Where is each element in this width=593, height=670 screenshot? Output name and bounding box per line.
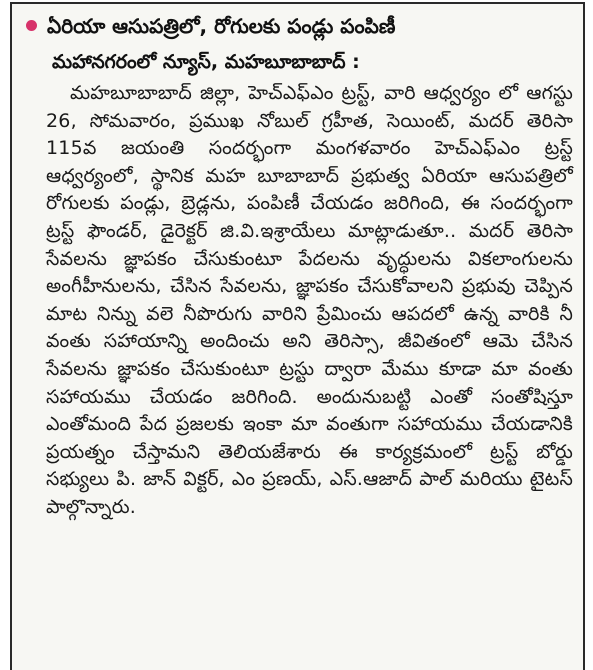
article-body: మహబూబాబాద్ జిల్లా, హెచ్ఎఫ్ఎం ట్రస్ట్, వారి ఆధ్వర్యం లో ఆగస్టు 26, సోమవారం, ప్రముఖ నోబుల్ గ్రహీత, సెయింట్, మదర్ తెరిసా 115వ జయంతి సందర్భంగా మంగళవారం హెచ్ఎఫ్ఎం ట్రస్ట్ ఆధ్వర్యంలో, స్థానిక మహ బూబాబాద్ ప్రభుత్వ ఏరియా ఆసుపత్రిలో రోగులకు పండ్లు, బ్రెడ్లను, పంపిణీ చేయడం జరిగింది, ఈ సందర్భంగా ట్రస్ట్ ఫౌండర్, డైరెక్టర్ జి.వి.ఇశ్రాయేలు మాట్లాడుతూ.. మదర్ తెరిసా సేవలను జ్ఞాపకం చేసుకుంటూ పేదలను వృద్ధులను వికలాంగులను అంగీహీనులను, చేసిన సేవలను, జ్ఞాపకం చేసుకోవాలని ప్రభువు చెప్పిన మాట నిన్ను వలె నీపొరుగు వారిని ప్రేమించు ఆపదలో ఉన్న వారికి నీ వంతు సహాయాన్ని అందించు అని తెరిస్సా, జీవితంలో ఆమె చేసిన సేవలను జ్ఞాపకం చేసుకుంటూ ట్రస్టు ద్వారా మేము కూడా మా వంతు సహాయము చేయడం జరిగింది. అందునుబట్టి ఎంతో సంతోషిస్తూ ఎంతోమంది పేద ప్రజలకు ఇంకా మా వంతుగా సహాయము చేయడానికి ప్రయత్నం చేస్తామని తెలియజేశారు ఈ కార్యక్రమంలో ట్రస్ట్ బోర్డు సభ్యులు పి. జాన్ విక్టర్, ఎం ప్రణయ్, ఎస్.ఆజాద్ పాల్ మరియు టైటస్ పాల్గొన్నారు. bbox=[46, 82, 573, 518]
headline: ఏరియా ఆసుపత్రిలో, రోగులకు పండ్లు పంపిణీ bbox=[47, 14, 396, 38]
headline-row bbox=[12, 4, 583, 44]
dateline: మహానగరంలో న్యూస్, మహబూబాబాద్ : bbox=[52, 51, 360, 73]
bullet-icon bbox=[26, 20, 37, 31]
news-clipping bbox=[10, 2, 585, 670]
